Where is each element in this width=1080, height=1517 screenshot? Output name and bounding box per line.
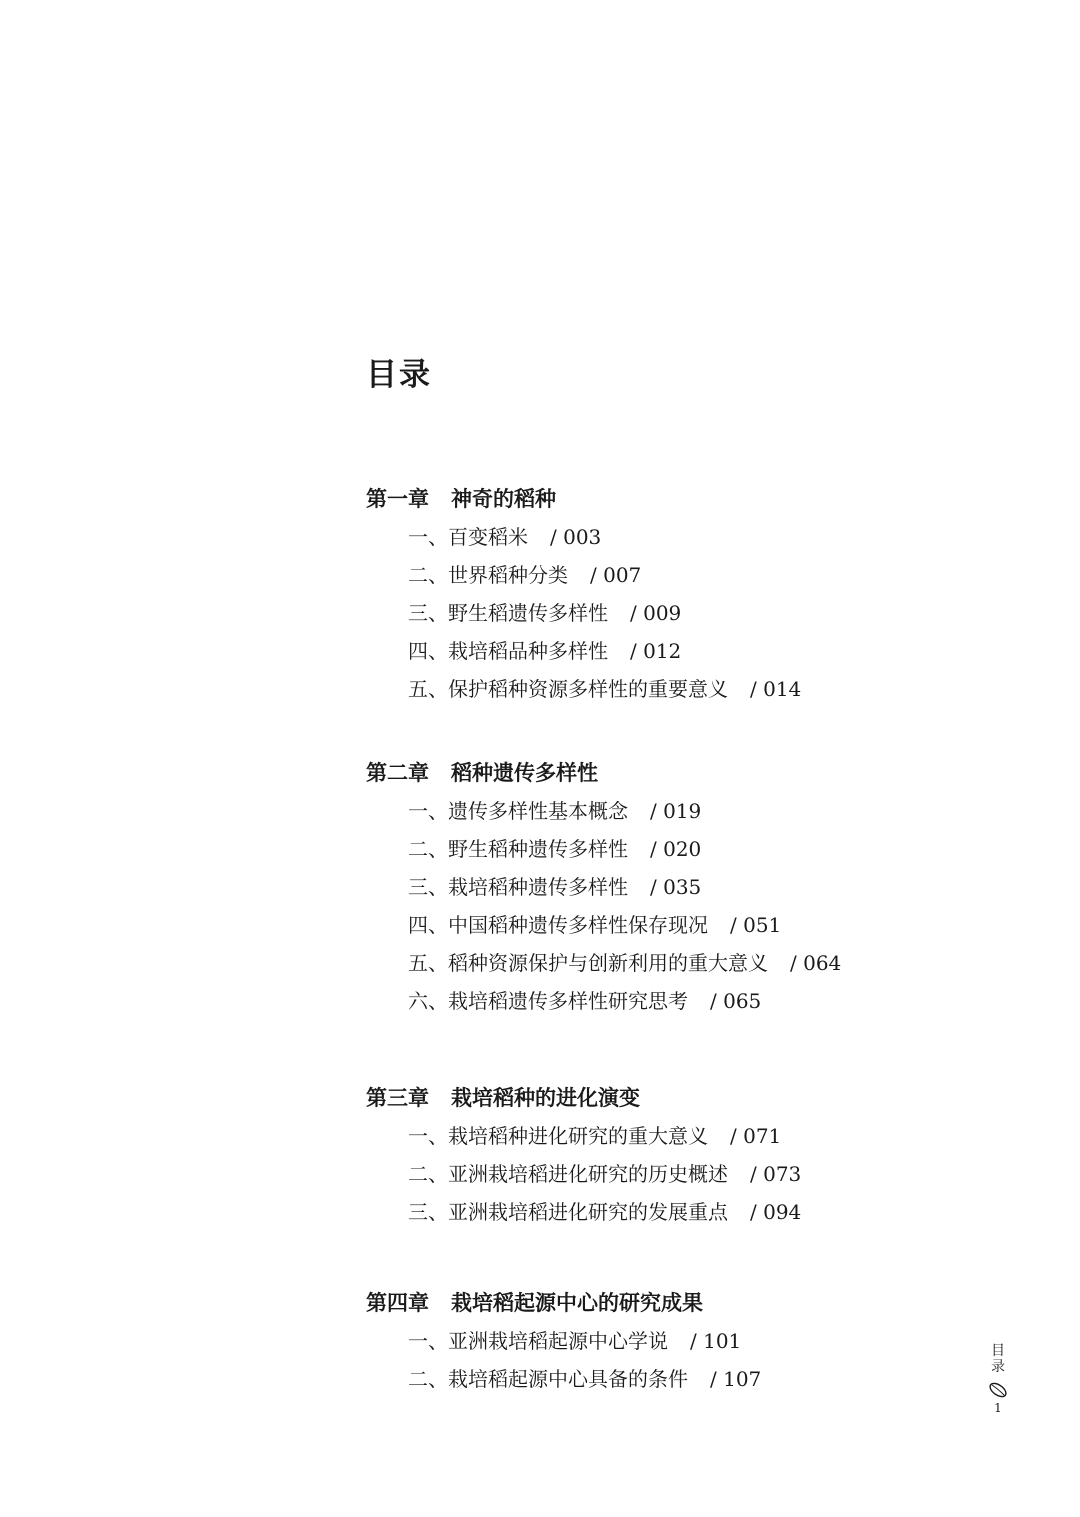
chapter-title: 栽培稻种的进化演变: [451, 1086, 640, 1110]
side-tab-label: 目录: [991, 1343, 1005, 1375]
toc-entry[interactable]: [366, 1155, 801, 1193]
chapter-heading[interactable]: [366, 754, 841, 792]
chapter-2: [366, 754, 841, 1020]
toc-entry[interactable]: [366, 792, 841, 830]
chapter-heading[interactable]: [366, 1284, 761, 1322]
toc-entry[interactable]: [366, 1117, 801, 1155]
entry-page: / 065: [710, 989, 762, 1013]
entry-page: / 051: [730, 913, 782, 937]
toc-entry[interactable]: [366, 632, 801, 670]
entry-label: 二、世界稻种分类: [408, 563, 568, 587]
toc-entry[interactable]: [366, 830, 841, 868]
chapter-title: 神奇的稻种: [451, 487, 556, 511]
entry-page: / 094: [750, 1200, 802, 1224]
entry-label: 三、野生稻遗传多样性: [408, 601, 608, 625]
toc-entry[interactable]: [366, 944, 841, 982]
chapter-number: 第三章: [366, 1086, 429, 1110]
entry-page: / 071: [730, 1124, 782, 1148]
toc-entry[interactable]: [366, 982, 841, 1020]
toc-entry[interactable]: [366, 670, 801, 708]
page-title: 目录: [366, 357, 432, 393]
chapter-1: [366, 480, 801, 708]
entry-label: 一、遗传多样性基本概念: [408, 799, 628, 823]
entry-page: / 007: [590, 563, 642, 587]
entry-label: 二、野生稻种遗传多样性: [408, 837, 628, 861]
chapter-number: 第一章: [366, 487, 429, 511]
entry-label: 五、保护稻种资源多样性的重要意义: [408, 677, 728, 701]
entry-page: / 101: [690, 1329, 742, 1353]
chapter-heading[interactable]: [366, 1079, 801, 1117]
toc-entry[interactable]: [366, 906, 841, 944]
entry-label: 二、栽培稻起源中心具备的条件: [408, 1367, 688, 1391]
toc-entry[interactable]: [366, 556, 801, 594]
entry-page: / 073: [750, 1162, 802, 1186]
entry-label: 二、亚洲栽培稻进化研究的历史概述: [408, 1162, 728, 1186]
entry-label: 六、栽培稻遗传多样性研究思考: [408, 989, 688, 1013]
entry-page: / 003: [550, 525, 602, 549]
entry-label: 一、亚洲栽培稻起源中心学说: [408, 1329, 668, 1353]
entry-page: / 009: [630, 601, 682, 625]
toc-entry[interactable]: [366, 868, 841, 906]
entry-page: / 014: [750, 677, 802, 701]
entry-label: 三、栽培稻种遗传多样性: [408, 875, 628, 899]
toc-entry[interactable]: [366, 1322, 761, 1360]
entry-page: / 064: [790, 951, 842, 975]
chapter-3: [366, 1079, 801, 1231]
entry-page: / 035: [650, 875, 702, 899]
entry-page: / 107: [710, 1367, 762, 1391]
chapter-number: 第二章: [366, 761, 429, 785]
entry-page: / 020: [650, 837, 702, 861]
entry-label: 五、稻种资源保护与创新利用的重大意义: [408, 951, 768, 975]
page-number: 1: [994, 1401, 1002, 1415]
entry-label: 四、中国稻种遗传多样性保存现况: [408, 913, 708, 937]
chapter-4: [366, 1284, 761, 1398]
chapter-heading[interactable]: [366, 480, 801, 518]
chapter-title: 栽培稻起源中心的研究成果: [451, 1291, 703, 1315]
toc-entry[interactable]: [366, 594, 801, 632]
entry-label: 四、栽培稻品种多样性: [408, 639, 608, 663]
toc-entry[interactable]: [366, 518, 801, 556]
chapter-number: 第四章: [366, 1291, 429, 1315]
entry-page: / 019: [650, 799, 702, 823]
entry-label: 一、栽培稻种进化研究的重大意义: [408, 1124, 708, 1148]
toc-entry[interactable]: [366, 1193, 801, 1231]
side-tab: [986, 1343, 1010, 1415]
toc-entry[interactable]: [366, 1360, 761, 1398]
entry-page: / 012: [630, 639, 682, 663]
entry-label: 三、亚洲栽培稻进化研究的发展重点: [408, 1200, 728, 1224]
rice-grain-icon: [987, 1381, 1009, 1399]
entry-label: 一、百变稻米: [408, 525, 528, 549]
chapter-title: 稻种遗传多样性: [451, 761, 598, 785]
